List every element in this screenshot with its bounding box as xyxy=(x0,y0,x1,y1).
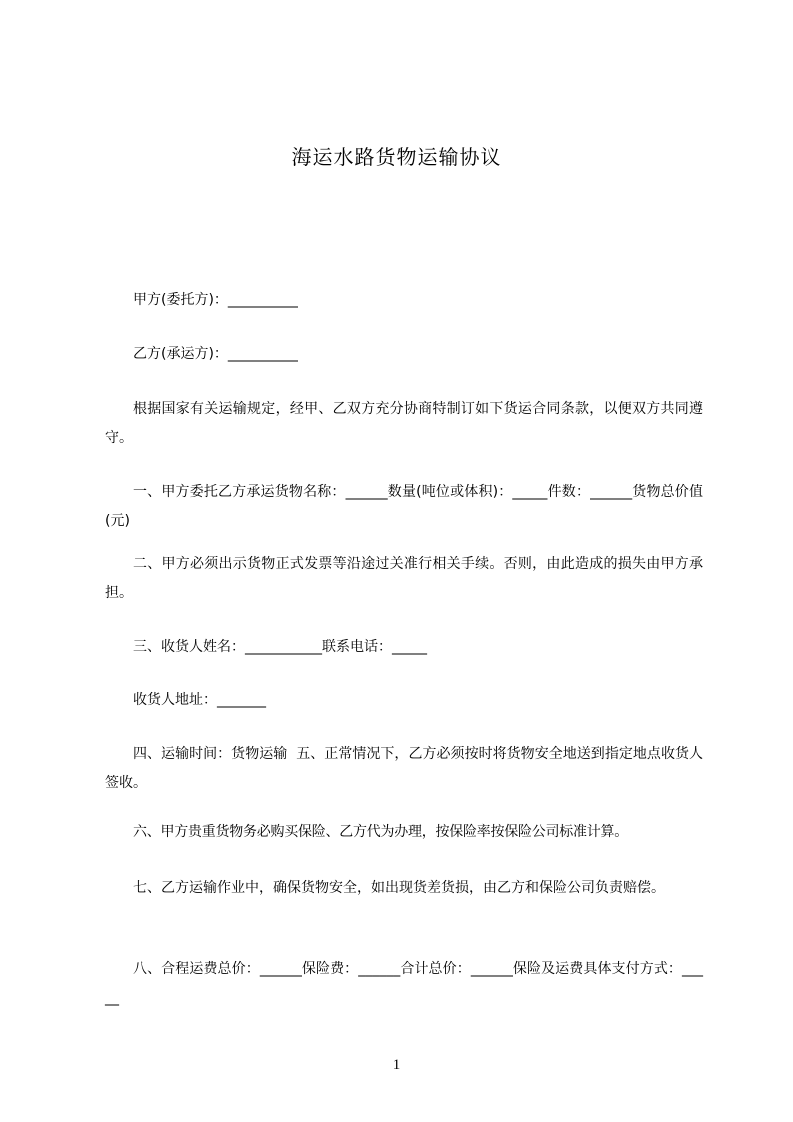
clause-7-paragraph: 七、乙方运输作业中，确保货物安全，如出现货差货损，由乙方和保险公司负责赔偿。 xyxy=(133,880,665,896)
preamble-paragraph: 根据国家有关运输规定，经甲、乙双方充分协商特制订如下货运合同条款，以便双方共同遵守。 xyxy=(105,401,703,446)
party-b-line: 乙方(承运方)：__________ xyxy=(133,346,298,362)
party-a-line: 甲方(委托方)：__________ xyxy=(133,292,298,308)
clause-4-5-paragraph: 四、运输时间：货物运输 五、正常情况下，乙方必须按时将货物安全地送到指定地点收货人签收。 xyxy=(105,746,703,791)
consignee-address-line: 收货人地址：_______ xyxy=(133,692,266,708)
clause-8-paragraph: 八、合程运费总价：______保险费：______合计总价：______保险及运费具体支付方式：_____ xyxy=(105,961,703,1006)
clause-3-line: 三、收货人姓名：___________联系电话：_____ xyxy=(133,639,427,655)
clause-2-paragraph: 二、甲方必须出示货物正式发票等沿途过关准行相关手续。否则，由此造成的损失由甲方承担。 xyxy=(105,556,703,601)
clause-6-paragraph: 六、甲方贵重货物务必购买保险、乙方代为办理，按保险率按保险公司标准计算。 xyxy=(133,824,628,840)
page-number: 1 xyxy=(392,1057,401,1073)
clause-1-paragraph: 一、甲方委托乙方承运货物名称：______数量(吨位或体积)：_____件数：______货物总价值(元) xyxy=(105,484,703,529)
document-title: 海运水路货物运输协议 xyxy=(291,145,502,169)
